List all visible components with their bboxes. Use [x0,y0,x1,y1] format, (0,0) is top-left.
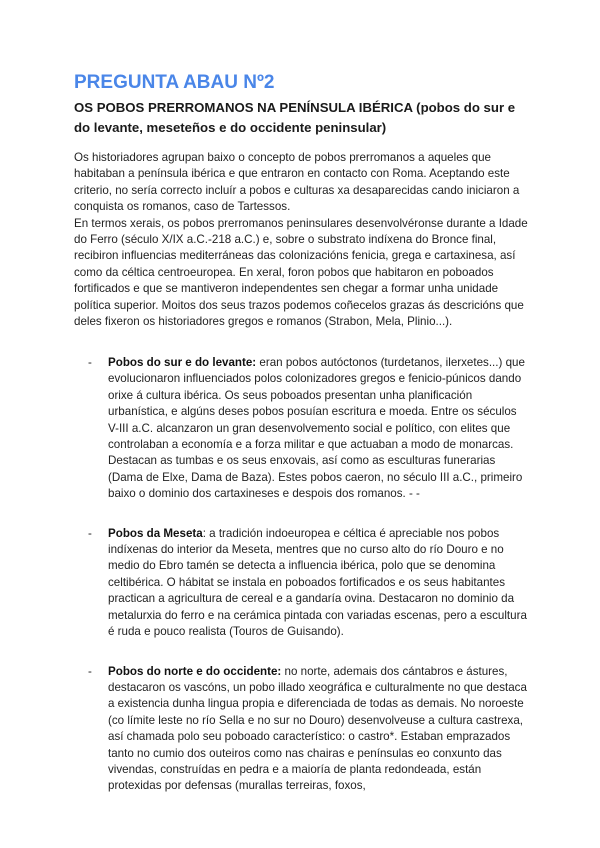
list-item [74,526,530,641]
item-text: : a tradición indoeuropea e céltica é apreciable nos pobos indíxenas do interior da Meseta, mentres que no curso alto do río Douro e no medio do Ebro tamén se detecta a influencia ibérica, polo que se denomina celtibérica. O hábitat se instala en poboados fortificados e os seus habitantes practican a agricultura de cereal e a gandaría ovina. Destacaron no dominio da metalurxia do ferro e na cerámica pintada con variadas escenas, pero a escultura é ruda e pouco realista (Touros de Guisando). [108,526,527,639]
page-title: PREGUNTA ABAU Nº2 [74,72,275,93]
list-item [74,355,530,503]
item-heading: Pobos do norte e do occidente: [108,664,282,678]
item-heading: Pobos do sur e do levante: [108,356,257,369]
intro-section [74,150,530,330]
item-text: no norte, ademais dos cántabros e ástures, destacaron os vascóns, un pobo illado xeográfica e culturalmente no que destaca a existencia dunha lingua propia e diferenciada de todas as demais. No noroeste (co límite leste no río Sella e no sur no Douro) desenvolveuse a cultura castrexa, así chamada polo seu poboado característico: o castro*. Estaban emprazados tanto no cumio dos outeiros como nas chairas e penínsulas eo conxunto das vivendas, construídas en pedra e a maioría de planta redondeada, están protexidas por defensas (murallas terreiras, foxos, [108,664,527,793]
list-item [74,664,530,795]
item-heading: Pobos da Meseta [108,526,203,540]
page-subtitle: OS POBOS PRERROMANOS NA PENÍNSULA IBÉRICA (pobos do sur e do levante, meseteños e do occidente peninsular) [74,100,516,135]
topic-list [74,355,530,818]
bullet-dash: - [88,356,92,369]
item-text: eran pobos autóctonos (turdetanos, ilerxetes...) que evolucionaron influenciados polos colonizadores gregos e fenicio-púnicos dando orixe á cultura ibérica. Os seus poboados presentan unha planificación urbanística, e algúns deses pobos posuían escritura e moeda. Entre os séculos V-III a.C. alcanzaron un gran desenvolvemento social e político, con elites que controlaban a economía e a forza militar e que actuaban a modo de monarcas. Destacan as tumbas e os seus enxovais, así como as esculturas funerarias (Dama de Elxe, Dama de Baza). Estes pobos caeron, no século III a.C., primeiro baixo o dominio dos cartaxineses e despois dos romanos. - - [108,356,525,501]
bullet-dash: - [88,526,92,540]
bullet-dash: - [88,664,92,678]
intro-paragraph: En termos xerais, os pobos prerromanos peninsulares desenvolvéronse durante a Idade do Ferro (século X/IX a.C.-218 a.C.) e, sobre o substrato indíxena do Bronce final, recibiron influencias mediterráneas das colonizacións fenicia, grega e cartaxinesa, así como da céltica centroeuropea. En xeral, foron pobos que habitaron en poboados fortificados e que se mantiveron independentes sen chegar a formar unha unidade política superior. Moitos dos seus trazos podemos coñecelos grazas ás descricións que deles fixeron os historiadores gregos e romanos (Strabon, Mela, Plinio...). [74,216,528,329]
intro-paragraph: Os historiadores agrupan baixo o concepto de pobos prerromanos a aqueles que habitaban a península ibérica e que entraron en contacto con Roma. Aceptando este criterio, no sería correcto incluír a pobos e culturas xa desaparecidas cando iniciaron a conquista os romanos, caso de Tartessos. [74,151,520,214]
